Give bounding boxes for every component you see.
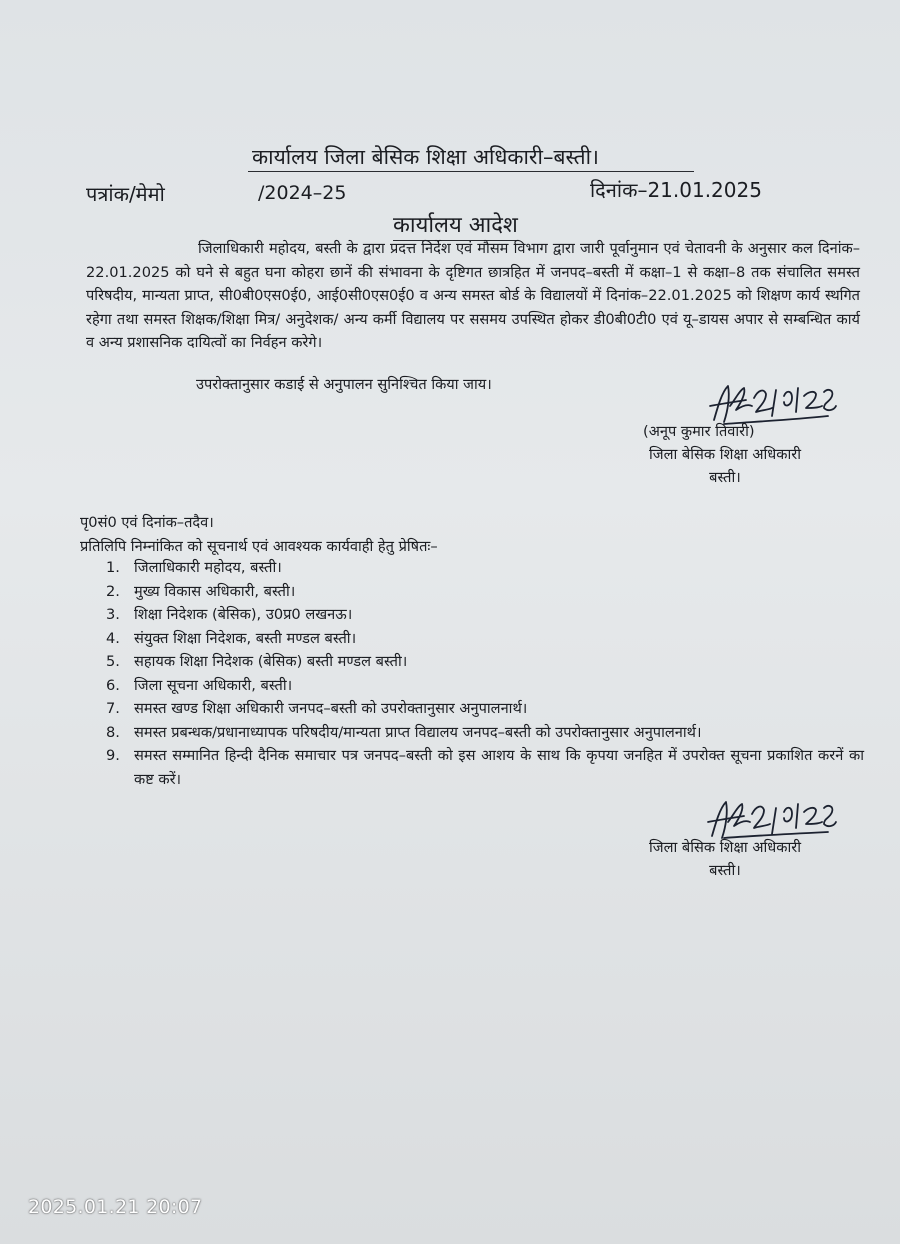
order-heading: कार्यालय आदेश [393, 209, 518, 241]
memo-number: /2024–25 [258, 182, 347, 204]
list-item: 4. संयुक्त शिक्षा निदेशक, बस्ती मण्डल बस्ती। [106, 629, 357, 647]
copy-recipients-list [80, 556, 864, 791]
list-item: 2. मुख्य विकास अधिकारी, बस्ती। [106, 582, 296, 600]
list-item: 6. जिला सूचना अधिकारी, बस्ती। [106, 676, 293, 694]
signature-block-2 [615, 836, 835, 882]
photo-timestamp: 2025.01.21 20:07 [28, 1196, 203, 1218]
list-item: 9. समस्त सम्मानित हिन्दी दैनिक समाचार पत्र जनपद–बस्ती को इस आशय के साथ कि कृपया जनहित में उपरोक्त सूचना प्रकाशित करनें का कष्ट करें। [106, 747, 864, 788]
list-item: 3. शिक्षा निदेशक (बेसिक), उ0प्र0 लखनऊ। [106, 606, 353, 623]
office-title: कार्यालय जिला बेसिक शिक्षा अधिकारी–बस्ती। [252, 145, 599, 169]
list-item: 5. सहायक शिक्षा निदेशक (बेसिक) बस्ती मण्डल बस्ती। [106, 653, 408, 670]
officer-designation-2: जिला बेसिक शिक्षा अधिकारी [649, 839, 801, 856]
copy-intro: प्रतिलिपि निम्नांकित को सूचनार्थ एवं आवश्यक कार्यवाही हेतु प्रेषितः– [80, 538, 438, 555]
list-item: 1. जिलाधिकारी महोदय, बस्ती। [106, 559, 282, 576]
officer-place: बस्ती। [709, 469, 741, 486]
officer-place-2: बस्ती। [709, 862, 741, 879]
compliance-line: उपरोक्तानुसार कडाई से अनुपालन सुनिश्चित किया जाय। [196, 376, 492, 393]
officer-name: (अनूप कुमार तिवारी) [643, 423, 755, 440]
title-underline [248, 171, 694, 172]
reference-line: पृ0सं0 एवं दिनांक–तदैव। [80, 514, 214, 531]
list-item: 7. समस्त खण्ड शिक्षा अधिकारी जनपद–बस्ती को उपरोक्तानुसार अनुपालनार्थ। [106, 700, 528, 717]
officer-designation: जिला बेसिक शिक्षा अधिकारी [649, 446, 801, 463]
order-date: दिनांक–21.01.2025 [590, 178, 762, 202]
signature-block-1 [615, 420, 835, 489]
list-item: 8. समस्त प्रबन्धक/प्रधानाध्यापक परिषदीय/मान्यता प्राप्त विद्यालय जनपद–बस्ती को उपरोक्तानुसार अनुपालनार्थ। [106, 723, 702, 741]
memo-label: पत्रांक/मेमो [86, 182, 165, 206]
order-paragraph [86, 237, 860, 355]
order-paragraph-text: जिलाधिकारी महोदय, बस्ती के द्वारा प्रदत्त निर्देश एवं मौसम विभाग द्वारा जारी पूर्वानुमान एवं चेतावनी के अनुसार कल दिनांक–22.01.2025 को घने से बहुत घना कोहरा छानें की संभावना के दृष्टिगत छात्रहित में जनपद–बस्ती में कक्षा–1 से कक्षा–8 तक संचालित समस्त परिषदीय, मान्यता प्राप्त, सी0बी0एस0ई0, आई0सी0एस0ई0 व अन्य समस्त बोर्ड के विद्यालयों में दिनांक–22.01.2025 को शिक्षण कार्य स्थगित रहेगा तथा समस्त शिक्षक/शिक्षा मित्र/ अनुदेशक/ अन्य कर्मी विद्यालय पर ससमय उपस्थित होकर डी0बी0टी0 एवं यू–डायस अपार से सम्बन्धित कार्य व अन्य प्रशासनिक दायित्वों का निर्वहन करेगे। [86, 240, 860, 352]
